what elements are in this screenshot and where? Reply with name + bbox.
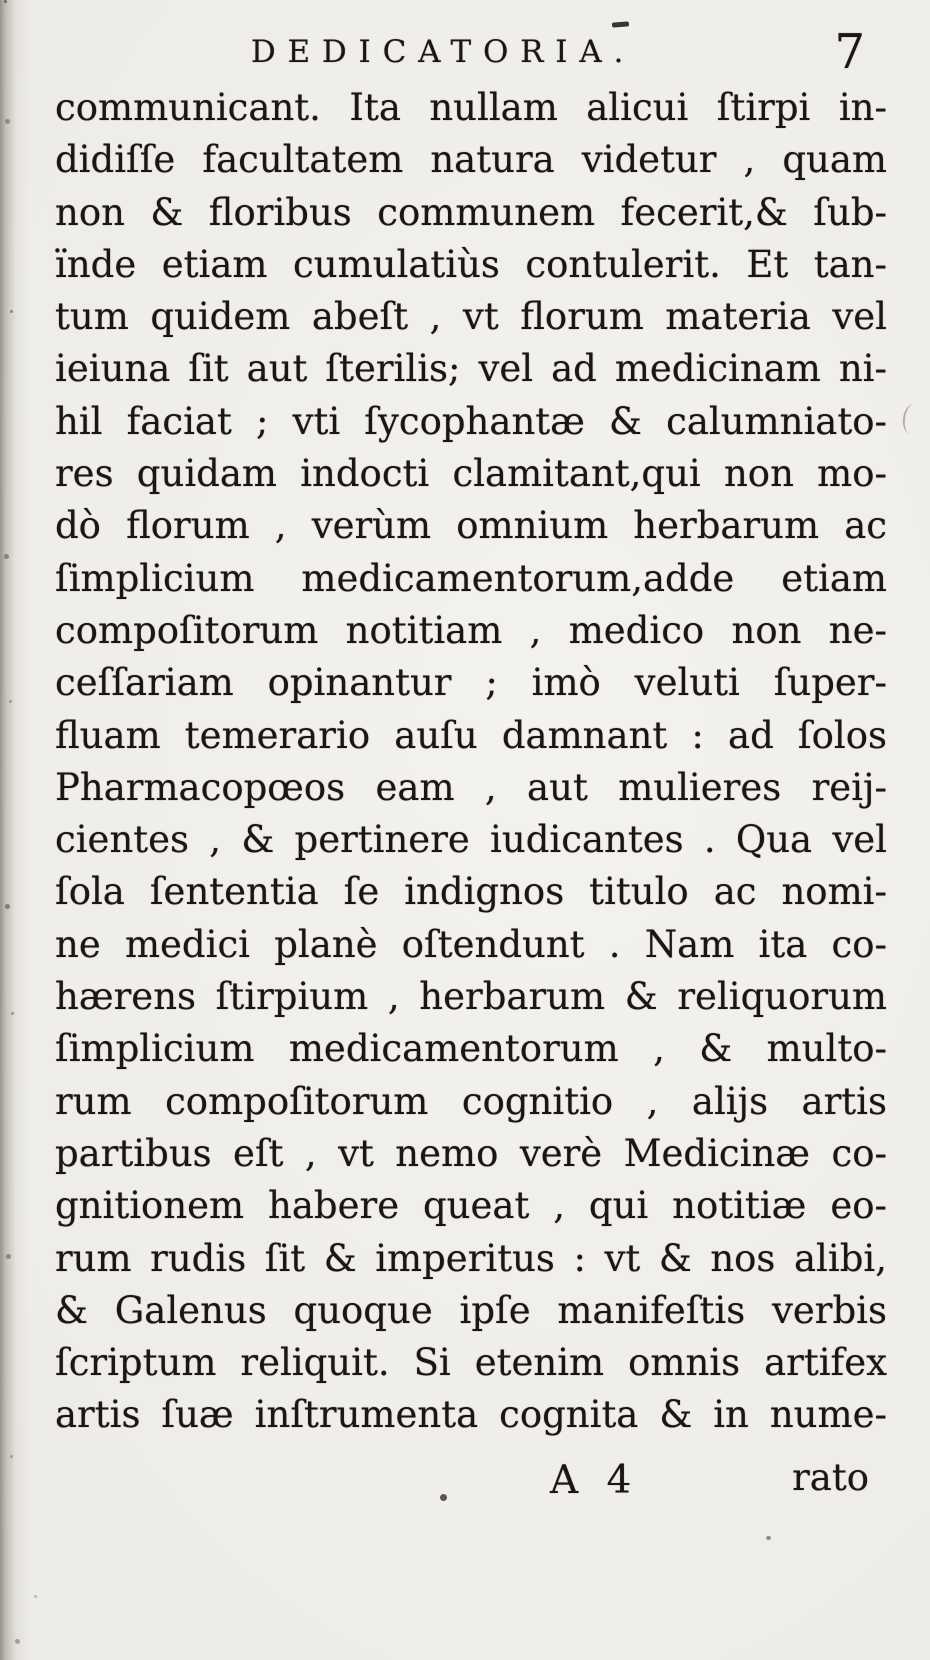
page-footer (55, 1458, 887, 1518)
text-line: ſcriptum reliquit. Si etenim omnis artifex (55, 1341, 887, 1385)
text-line: communicant. Ita nullam alicui ſtirpi in- (55, 86, 887, 129)
text-line: hil faciat ; vti ſycophantæ & calumniato- (55, 399, 887, 443)
text-line: Pharmacopœos eam , aut mulieres reij- (55, 765, 887, 809)
text-line: ieiuna ſit aut ſterilis; vel ad medicinam ni- (55, 347, 887, 391)
text-line: compoſitorum notitiam , medico non ne- (55, 608, 887, 652)
signature-mark: A 4 (550, 1458, 632, 1503)
page-number: 7 (834, 24, 865, 80)
text-line: fluam temerario auſu damnant : ad ſolos (55, 713, 887, 757)
scan-left-edge-shadow (0, 0, 16, 1660)
ink-smudge (901, 403, 923, 435)
text-line: ïnde etiam cumulatiùs contulerit. Et tan- (55, 242, 887, 286)
text-line: partibus eſt , vt nemo verè Medicinæ co- (55, 1131, 887, 1175)
running-title: DEDICATORIA. (250, 34, 636, 70)
text-line: didiſſe facultatem natura videtur , quam (55, 138, 887, 182)
ink-speck (766, 1536, 771, 1540)
text-line: dò florum , verùm omnium herbarum ac (55, 504, 887, 548)
text-line: artis ſuæ inſtrumenta cognita & in nume- (55, 1393, 887, 1437)
text-line: & Galenus quoque ipſe manifeſtis verbis (55, 1288, 887, 1332)
text-line: tum quidem abeſt , vt florum materia vel (55, 295, 887, 339)
text-line: cientes , & pertinere iudicantes . Qua vel (55, 818, 887, 862)
catchword: rato (792, 1456, 869, 1499)
text-line: gnitionem habere queat , qui notitiæ eo- (55, 1184, 887, 1228)
text-line: ne medici planè oſtendunt . Nam ita co- (55, 922, 887, 966)
ink-speck (612, 21, 629, 27)
text-line: ſimplicium medicamentorum,adde etiam (55, 556, 887, 600)
text-line: ſola ſententia ſe indignos titulo ac nomi- (55, 870, 887, 914)
text-line: rum rudis ſit & imperitus : vt & nos alibi, (55, 1236, 887, 1280)
body-text (55, 82, 887, 1442)
page-header (55, 24, 887, 82)
text-line: res quidam indocti clamitant,qui non mo- (55, 452, 887, 496)
text-line: rum compoſitorum cognitio , alijs artis (55, 1079, 887, 1123)
text-line: hærens ſtirpium , herbarum & reliquorum (55, 975, 887, 1019)
text-line: ceſſariam opinantur ; imò veluti ſuper- (55, 661, 887, 705)
ink-speck (440, 1494, 447, 1501)
text-line: ſimplicium medicamentorum , & multo- (55, 1027, 887, 1071)
text-line: non & floribus communem fecerit,& ſub- (55, 190, 887, 234)
